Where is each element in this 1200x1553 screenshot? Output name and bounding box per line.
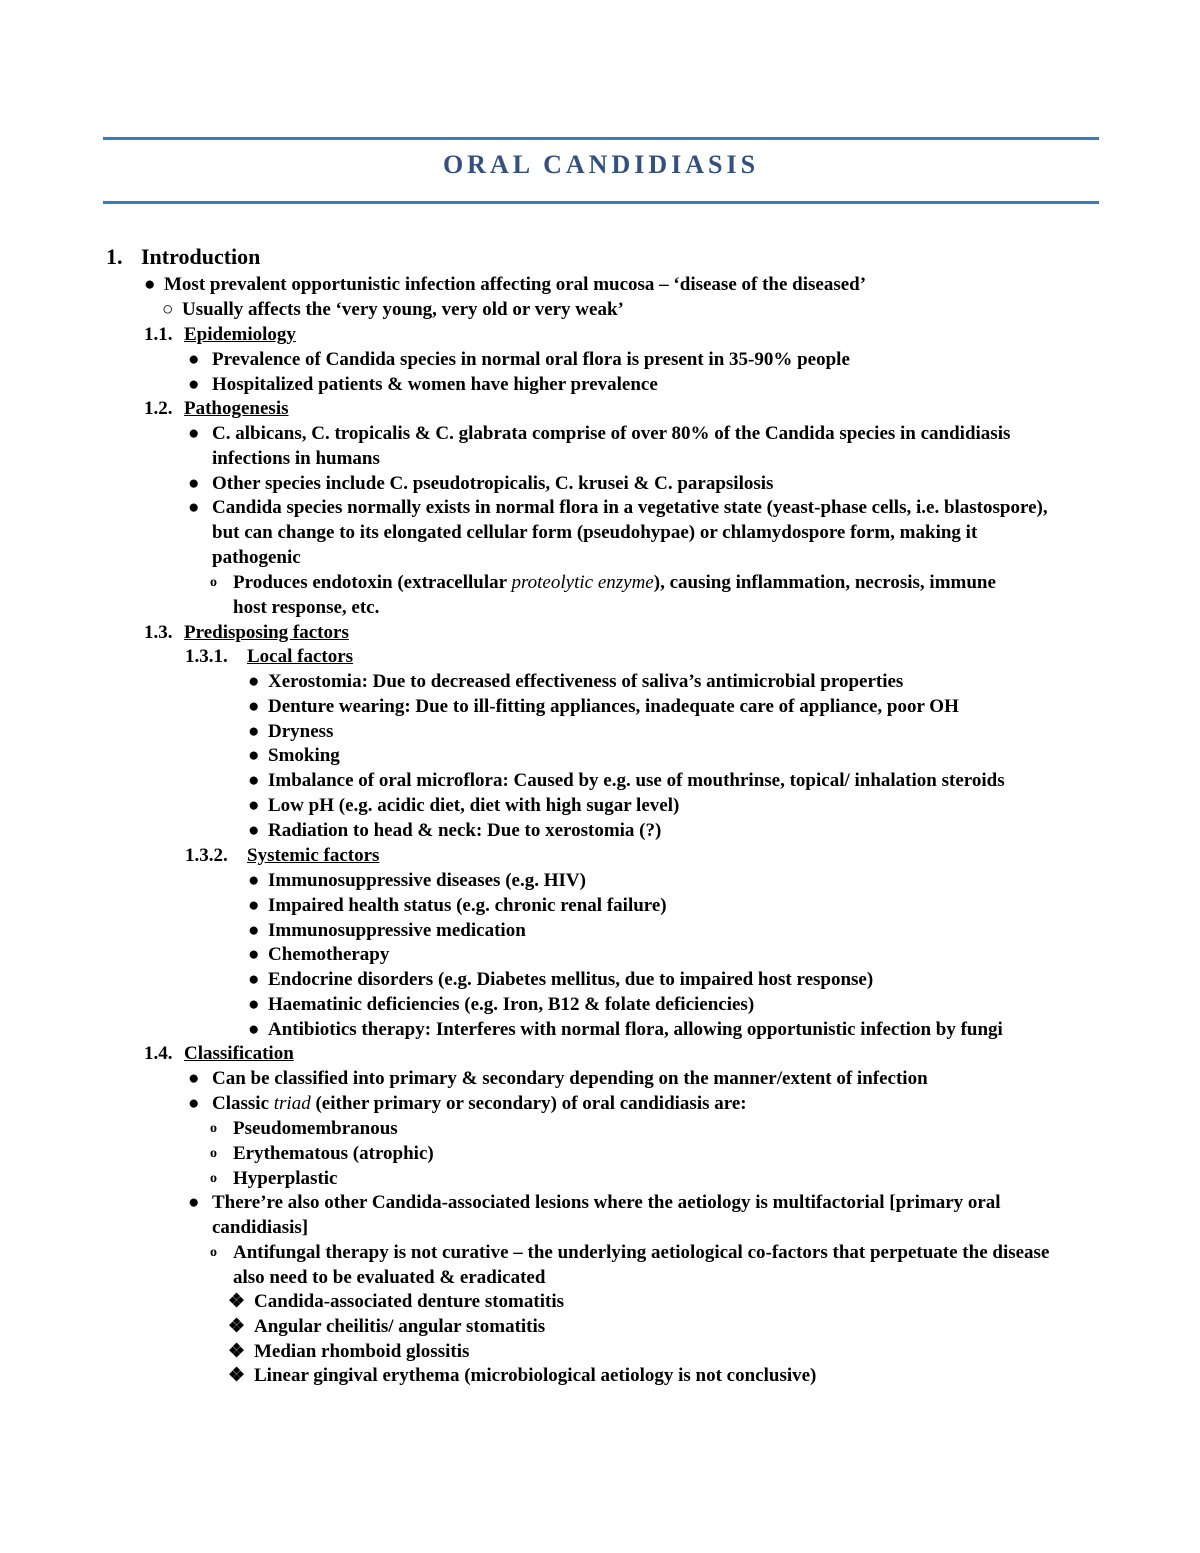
- bullet-icon: ●: [248, 819, 260, 841]
- bottom-rule: [103, 201, 1099, 204]
- bullet-icon: ●: [248, 1018, 260, 1040]
- page-title: ORAL CANDIDIASIS: [442, 150, 760, 179]
- bullet-icon: ●: [248, 671, 260, 692]
- list-item-continuation: infections in humans: [212, 448, 380, 469]
- bullet-icon: ●: [248, 745, 260, 767]
- bullet-icon: ●: [188, 1068, 200, 1089]
- subsection-heading: 1.2. Pathogenesis: [144, 398, 289, 419]
- list-item-continuation: host response, etc.: [233, 597, 380, 618]
- bullet-icon: ●: [248, 720, 260, 742]
- circle-bullet-icon: ○: [162, 299, 174, 320]
- subsubsection-heading: 1.3.2. Systemic factors: [185, 845, 380, 866]
- top-rule: [103, 137, 1099, 140]
- bullet-icon: ●: [188, 497, 200, 518]
- circle-bullet-icon: o: [210, 1170, 217, 1186]
- subsection-heading: 1.1. Epidemiology: [144, 324, 296, 345]
- bullet-icon: ●: [188, 423, 200, 444]
- list-item-continuation: but can change to its elongated cellular form (pseudohypae) or chlamydospore form, making it: [212, 522, 978, 543]
- bullet-icon: ●: [248, 770, 260, 792]
- list-item-continuation: also need to be evaluated & eradicated: [233, 1267, 546, 1288]
- bullet-icon: ●: [248, 944, 260, 966]
- bullet-icon: ●: [144, 274, 156, 295]
- circle-bullet-icon: o: [210, 1245, 217, 1260]
- diamond-bullet-icon: ❖: [228, 1340, 246, 1362]
- diamond-bullet-icon: ❖: [228, 1315, 246, 1337]
- subsection-heading: 1.4. Classification: [144, 1043, 294, 1064]
- diamond-bullet-icon: ❖: [228, 1291, 246, 1312]
- bullet-icon: ●: [188, 349, 200, 370]
- bullet-icon: ●: [188, 473, 200, 494]
- subsubsection-heading: 1.3.1. Local factors: [185, 646, 354, 667]
- bullet-icon: ●: [188, 374, 200, 395]
- bullet-icon: ●: [188, 1192, 200, 1213]
- section-number: 1.: [106, 244, 123, 269]
- section-label: Introduction: [141, 244, 261, 269]
- list-item-continuation: pathogenic: [212, 547, 301, 568]
- bullet-icon: ●: [248, 969, 260, 991]
- bullet-icon: ●: [248, 919, 260, 941]
- list-item-continuation: candidiasis]: [212, 1217, 309, 1238]
- bullet-icon: ●: [248, 795, 260, 816]
- circle-bullet-icon: o: [210, 1121, 217, 1136]
- bullet-icon: ●: [248, 994, 260, 1015]
- bullet-icon: ●: [248, 870, 260, 891]
- section-heading: [106, 244, 261, 269]
- bullet-icon: ●: [188, 1093, 200, 1114]
- bullet-icon: ●: [248, 695, 260, 717]
- circle-bullet-icon: o: [210, 575, 217, 590]
- diamond-bullet-icon: ❖: [228, 1365, 246, 1387]
- circle-bullet-icon: o: [210, 1145, 217, 1161]
- bullet-icon: ●: [248, 894, 260, 916]
- subsection-heading: 1.3. Predisposing factors: [144, 622, 349, 643]
